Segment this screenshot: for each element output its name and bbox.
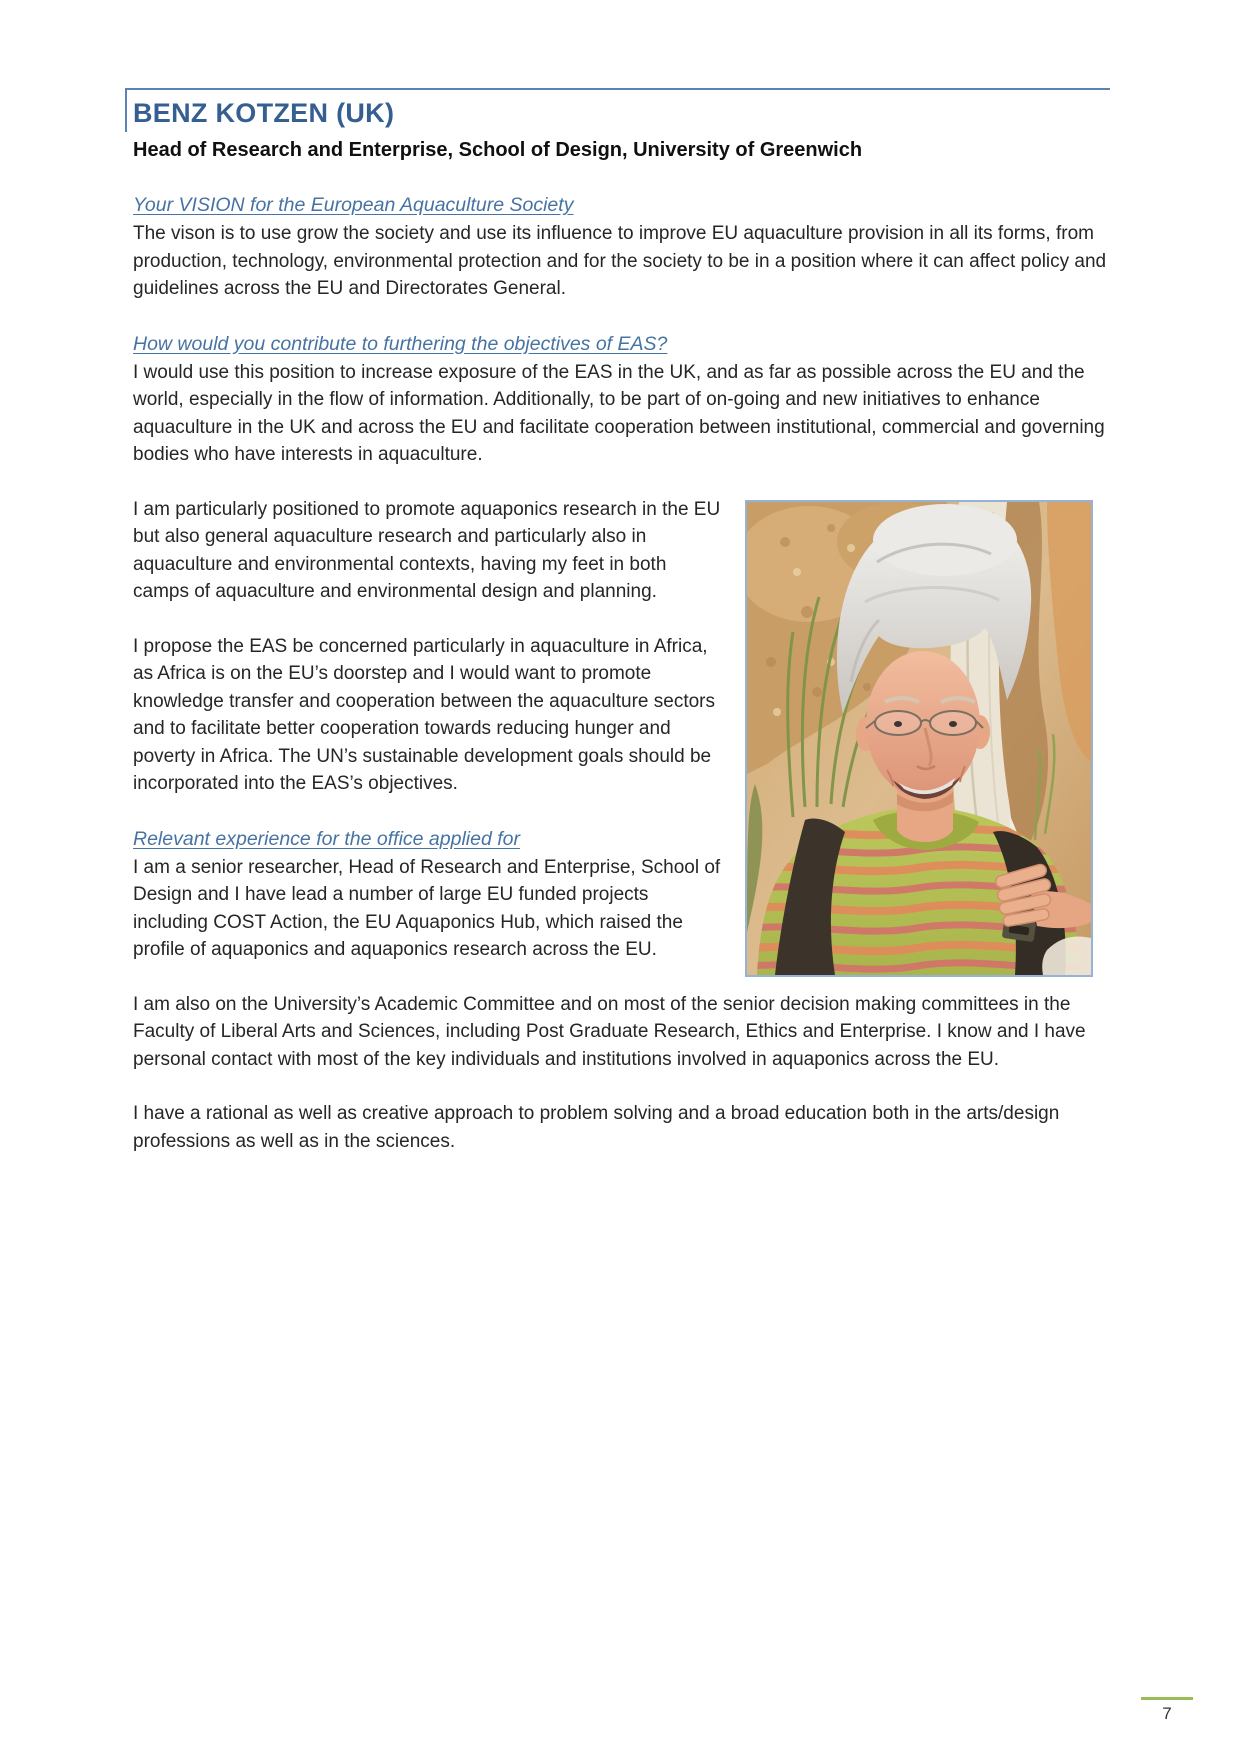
candidate-header	[125, 88, 1110, 164]
paragraph-experience-3: I have a rational as well as creative approach to problem solving and a broad education both in the arts/design professions as well as in the sciences.	[133, 1103, 1060, 1152]
footer-rule	[1141, 1697, 1193, 1700]
page-content	[133, 88, 1110, 1182]
page-number: 7	[1162, 1704, 1172, 1723]
paragraph-contribute-2: I am particularly positioned to promote aquaponics research in the EU but also general aquaculture research and particularly also in aquaculture and environmental contexts, having my feet in both camps of aquaculture and environmental design and planning.	[133, 498, 721, 602]
paragraph-experience-1: I am a senior researcher, Head of Research and Enterprise, School of Design and I have lead a number of large EU funded projects including COST Action, the EU Aquaponics Hub, which raised the profile of aquaponics and aquaponics research across the EU.	[133, 856, 721, 960]
section-vision	[133, 192, 1110, 303]
section-contribute	[133, 331, 1110, 798]
paragraph-experience-2: I am also on the University’s Academic Committee and on most of the senior decision making committees in the Faculty of Liberal Arts and Sciences, including Post Graduate Research, Ethics and Enterprise. I know and I have personal contact with most of the key individuals and institutions involved in aquaponics across the EU.	[133, 993, 1086, 1070]
paragraph-contribute-3: I propose the EAS be concerned particularly in aquaculture in Africa, as Africa is on the EU’s doorstep and I would want to promote knowledge transfer and cooperation between the aquaculture sectors and to facilitate better cooperation towards reducing hunger and poverty in Africa. The UN’s sustainable development goals should be incorporated into the EAS’s objectives.	[133, 635, 715, 794]
page-title: BENZ KOTZEN (UK)	[125, 90, 1110, 132]
candidate-role: Head of Research and Enterprise, School of Design, University of Greenwich	[133, 139, 863, 161]
section-heading-experience: Relevant experience for the office applied for	[133, 827, 520, 850]
portrait-photo	[745, 500, 1093, 977]
page-footer	[1141, 1697, 1193, 1723]
paragraph-vision: The vison is to use grow the society and use its influence to improve EU aquaculture provision in all its forms, from production, technology, environmental protection and for the society to be in a position where it can affect policy and guidelines across the EU and Directorates General.	[133, 223, 1107, 299]
section-heading-contribute: How would you contribute to furthering the objectives of EAS?	[133, 332, 668, 355]
section-heading-vision: Your VISION for the European Aquaculture Society	[133, 194, 574, 216]
portrait-photo-image	[747, 502, 1091, 975]
paragraph-contribute-1: I would use this position to increase exposure of the EAS in the UK, and as far as possible across the EU and the world, especially in the flow of information. Additionally, to be part of on-going and new initiatives to enhance aquaculture in the UK and across the EU and facilitate cooperation between institutional, commercial and governing bodies who have interests in aquaculture.	[133, 361, 1105, 465]
